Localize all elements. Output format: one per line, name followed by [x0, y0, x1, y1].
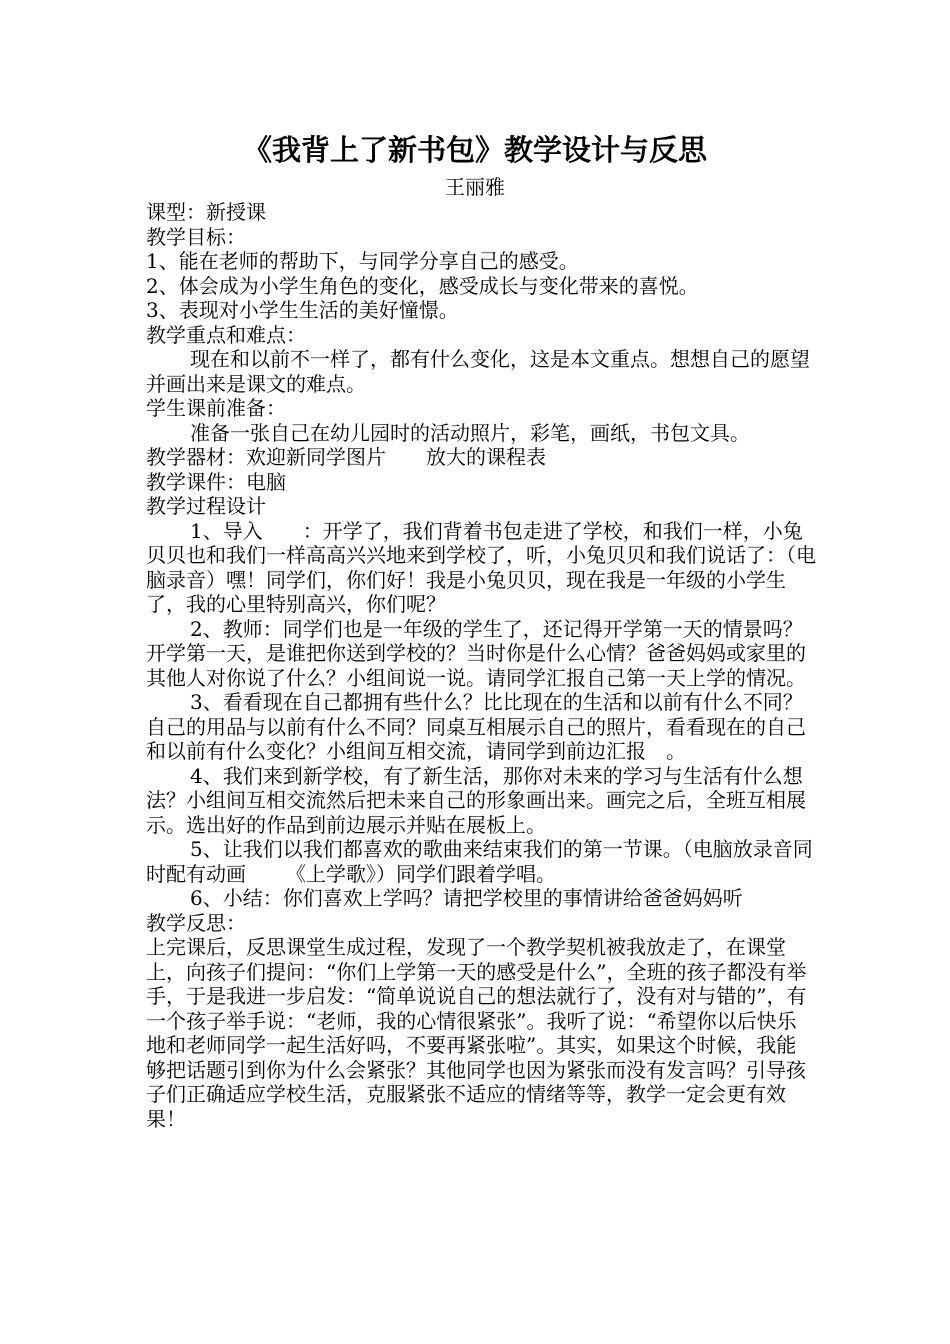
step-2: 2、教师：同学们也是一年级的学生了，还记得开学第一天的情景吗？开学第一天，是谁把你送到学校的？当时你是什么心情？爸爸妈妈或家里的其他人对你说了什么？小组间说一说。请同学汇报自己第一天上学的情况。 [146, 616, 806, 690]
key-heading: 教学重点和难点： [146, 322, 306, 347]
step-5-song: 《上学歌》）同学们跟着学唱。 [286, 861, 556, 886]
document-body [146, 200, 816, 1131]
document-title: 《我背上了新书包》教学设计与反思 [242, 133, 707, 167]
prep-heading: 学生课前准备： [146, 396, 286, 420]
step-5-text: 5、让我们以我们都喜欢的歌曲来结束我们的第一节课。（电脑放录音同时配有动画 [146, 837, 813, 886]
reflection-heading: 教学反思： [146, 910, 246, 935]
reflection-text: 上完课后，反思课堂生成过程，发现了一个教学契机被我放走了，在课堂上，向孩子们提问：“你们上学第一天的感受是什么”，全班的孩子都没有举手，于是我进一步启发：“简单说说自己的想法就行了，没有对与错的”，有一个孩子举手说：“老师，我的心情很紧张”。我听了说：“希望你以后快乐地和老师同学一起生活好吗，不要再紧张啦”。其实，如果这个时候，我能够把话题引到你为什么会紧张？其他同学也因为紧张而没有发言吗？引导孩子们正确适应学校生活，克服紧张不适应的情绪等等，教学一定会更有效果！ [146, 935, 807, 1131]
materials-line [146, 445, 816, 470]
step-3-text: 3、看看现在自己都拥有些什么？比比现在的生活和以前有什么不同？自己的用品与以前有什么不同？同桌互相展示自己的照片，看看现在的自己和以前有什么变化？小组间互相交流，请同学到前边汇报 [146, 690, 806, 763]
step-1-text: ：开学了，我们背着书包走进了学校，和我们一样，小兔贝贝也和我们一样高高兴兴地来到学校了，听，小兔贝贝和我们说话了：（电脑录音）嘿！同学们，你们好！我是小兔贝贝，现在我是一年级的小学生了，我的心里特别高兴，你们呢？ [146, 518, 816, 616]
materials-b: 放大的课程表 [426, 445, 546, 469]
step-3-end: 。 [666, 739, 686, 763]
step-4: 4、我们来到新学校，有了新生活，那你对未来的学习与生活有什么想法？小组间互相交流然后把未来自己的形象画出来。画完之后，全班互相展示。选出好的作品到前边展示并贴在展板上。 [146, 763, 806, 837]
goal-item: 3、表现对小学生生活的美好憧憬。 [146, 298, 459, 322]
step-1 [146, 519, 816, 617]
goals-heading: 教学目标： [146, 224, 246, 249]
materials-a: 教学器材：欢迎新同学图片 [146, 445, 386, 469]
prep-text: 准备一张自己在幼儿园时的活动照片，彩笔，画纸，书包文具。 [190, 420, 750, 445]
key-text: 现在和以前不一样了，都有什么变化，这是本文重点。想想自己的愿望并画出来是课文的难点。 [146, 347, 810, 396]
lesson-type: 课型：新授课 [146, 200, 266, 224]
step-6: 6、小结：你们喜欢上学吗？请把学校里的事情讲给爸爸妈妈听 [190, 886, 743, 910]
goal-item: 1、能在老师的帮助下，与同学分享自己的感受。 [146, 249, 579, 273]
courseware-line: 教学课件：电脑 [146, 469, 286, 494]
step-5 [146, 837, 816, 886]
author-name: 王丽雅 [445, 175, 505, 199]
step-3 [146, 690, 816, 764]
step-1-label: 1、导入 [190, 518, 263, 543]
process-heading: 教学过程设计 [146, 494, 266, 518]
goal-item: 2、体会成为小学生角色的变化，感受成长与变化带来的喜悦。 [146, 273, 699, 298]
